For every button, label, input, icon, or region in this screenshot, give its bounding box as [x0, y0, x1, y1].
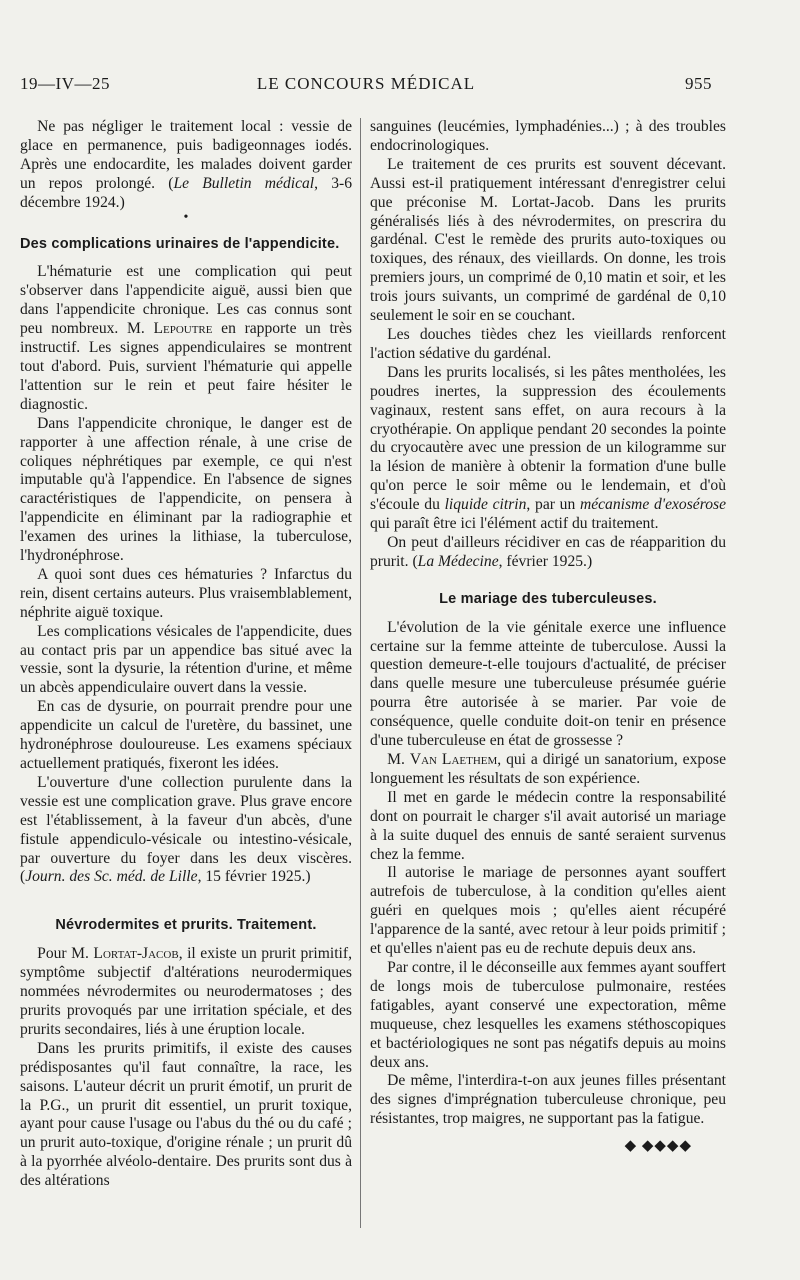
paragraph: A quoi sont dues ces hématuries ? Infarctus du rein, disent certains auteurs. Plus vraisemblablement, néphrite aiguë toxique.: [20, 565, 352, 621]
author-name: Van Laethem: [409, 751, 498, 768]
paragraph: On peut d'ailleurs récidiver en cas de réapparition du prurit. (La Médecine, février 1925.): [370, 533, 726, 570]
separator-bullet: •: [183, 209, 189, 225]
paragraph: Dans l'appendicite chronique, le danger est de rapporter à une affection rénale, à une crise de coliques néphrétiques par exemple, ce qui n'est imputable qu'à l'appendice. En l'absence de signes caractéristiques de l'appendicite, on pensera à l'appendicite en éliminant par la radiographie et l'examen des urines la lithiase, la tuberculose, l'hydronéphrose.: [20, 414, 352, 565]
paragraph: L'ouverture d'une collection purulente dans la vessie est une complication grave. Plus grave encore est l'établissement, à la faveur d'un abcès, d'une fistule appendiculo-vésicale ou intestino-vésicale, par ouverture du foyer dans les deux viscères. (Journ. des Sc. méd. de Lille, 15 février 1925.): [20, 773, 352, 886]
paragraph: sanguines (leucémies, lymphadénies...) ; à des troubles endocrinologiques.: [370, 118, 726, 154]
paragraph: L'hématurie est une complication qui peut s'observer dans l'appendicite aiguë, aussi bien que dans l'appendicite chronique. Les cas connus sont peu nombreux. M. Lepoutre en rapporte un très instructif. Les signes appendiculaires se montrent tout d'abord. Puis, survient l'hématurie qui appelle l'attention sur le rein et peut faire hésiter le diagnostic.: [20, 263, 352, 413]
left-column: [20, 118, 352, 1191]
intro-paragraph: Ne pas négliger le traitement local : vessie de glace en permanence, puis badigeonnages iodés. Après une endocardite, les malades doivent garder un repos prolongé. (Le Bulletin médical, 3-6 décembre 1924.): [20, 118, 352, 211]
section-heading-appendicite: Des complications urinaires de l'appendicite.: [20, 235, 340, 252]
paragraph: En cas de dysurie, on pourrait prendre pour une appendicite un calcul de l'uretère, du bassinet, une hydronéphrose douloureuse. Les examens spéciaux actuellement pratiqués, fixeront les idées.: [20, 698, 352, 772]
column-divider: [360, 118, 361, 1228]
paragraph: Les douches tièdes chez les vieillards renforcent l'action sédative du gardénal.: [370, 325, 726, 362]
paragraph: De même, l'interdira-t-on aux jeunes filles présentant des signes d'imprégnation tuberculeuse chronique, peu résistantes, trop maigres, ne supportant pas la fatigue.: [370, 1072, 726, 1128]
paragraph: Il met en garde le médecin contre la responsabilité dont on pourrait le charger s'il avait autorisé un mariage à la suite duquel des ennuis de santé seraient survenus chez la femme.: [370, 788, 726, 863]
page-header: [20, 74, 712, 98]
paragraph: Dans les prurits primitifs, il existe des causes prédisposantes qu'il faut connaître, la race, les saisons. L'auteur décrit un prurit émotif, un prurit de la P.G., un prurit dit essentiel, un prurit toxique, ayant pour cause l'usage ou l'abus du thé ou du café ; un prurit auto-toxique, d'origine rénale ; un prurit dû à la pyorrhée alvéolo-dentaire. Des prurits sont dus à des altérations: [20, 1039, 352, 1190]
citation: La Médecine: [417, 552, 499, 570]
paragraph: Le traitement de ces prurits est souvent décevant. Aussi est-il pratiquement intéressant d'enregistrer celui que préconise M. Lortat-Jacob. Dans les prurits généralisés liés à des névrodermites, on prescrira du gardénal. C'est le remède des prurits auto-toxiques ou toxiques, des rénaux, des vieillards. On donne, les trois premiers jours, un comprimé de 0,10 matin et soir, et les trois jours suivants, un comprimé de gardénal de 0,10 seulement le soir en se couchant.: [370, 155, 726, 325]
citation: Journ. des Sc. méd. de Lille: [25, 868, 198, 886]
right-column: [370, 118, 726, 1156]
citation: Le Bulletin médical: [173, 174, 315, 192]
author-name: Lortat-Jacob: [93, 945, 179, 963]
end-ornament: ◆ ◆◆◆◆: [624, 1138, 692, 1155]
page-number: 955: [685, 74, 712, 93]
section-heading-tuberculeuses: Le mariage des tuberculeuses.: [439, 590, 657, 607]
paragraph: Pour M. Lortat-Jacob, il existe un prurit primitif, symptôme subjectif d'altérations neurodermiques nommées névrodermites ou neurodermatoses ; des prurits provoqués par une irritation spéciale, et des prurits secondaires, liés à une éruption locale.: [20, 945, 352, 1038]
journal-title: LE CONCOURS MÉDICAL: [256, 74, 476, 93]
paragraph: M. Van Laethem, qui a dirigé un sanatorium, expose longuement les résultats de son expérience.: [370, 751, 726, 787]
author-name: Lepoutre: [153, 320, 213, 338]
paragraph: Les complications vésicales de l'appendicite, dues au contact pris par un appendice bas situé avec la vessie, sont la dysurie, la rétention d'urine, et même un abcès appendiculaire ouvert dans la vessie.: [20, 622, 352, 697]
paragraph: Par contre, il le déconseille aux femmes ayant souffert de longs mois de tuberculose pulmonaire, restées fatigables, ayant conservé une expectoration, même muqueuse, chez lesquelles les examens stéthoscopiques et bactériologiques ne sont pas négatifs depuis au moins deux ans.: [370, 958, 726, 1071]
paragraph: Il autorise le mariage de personnes ayant souffert autrefois de tuberculose, à la condition qu'elles aient guéri en quelques mois ; qu'elles aient récupéré l'apparence de la santé, avec retour à leur poids primitif ; et qu'elles n'aient pas eu de rechute depuis deux ans.: [370, 864, 726, 958]
paragraph: Dans les prurits localisés, si les pâtes mentholées, les poudres inertes, la suppression des écoulements vaginaux, restent sans effet, on aura recours à la cryothérapie. On applique pendant 20 secondes la pointe du cryocautère avec une pression de un kilogramme sur la lésion de manière à obtenir la formation d'une bulle qu'on perce le soir même ou le lendemain, et d'où s'écoule du liquide citrin, par un mécanisme d'exosérose qui paraît être ici l'élément actif du traitement.: [370, 363, 726, 533]
issue-date: 19—IV—25: [20, 74, 110, 93]
section-heading-nevrodermites: Névrodermites et prurits. Traitement.: [55, 917, 317, 934]
paragraph: L'évolution de la vie génitale exerce une influence certaine sur la femme atteinte de tuberculose. Aussi la question demeure-t-elle toujours d'actualité, de préciser dans quelle mesure une tuberculeuse présumée guérie pourra être autorisée à se marier. Par voie de conséquence, quelle conduite doit-on tenir en présence d'une tuberculeuse en état de grossesse ?: [370, 618, 726, 750]
